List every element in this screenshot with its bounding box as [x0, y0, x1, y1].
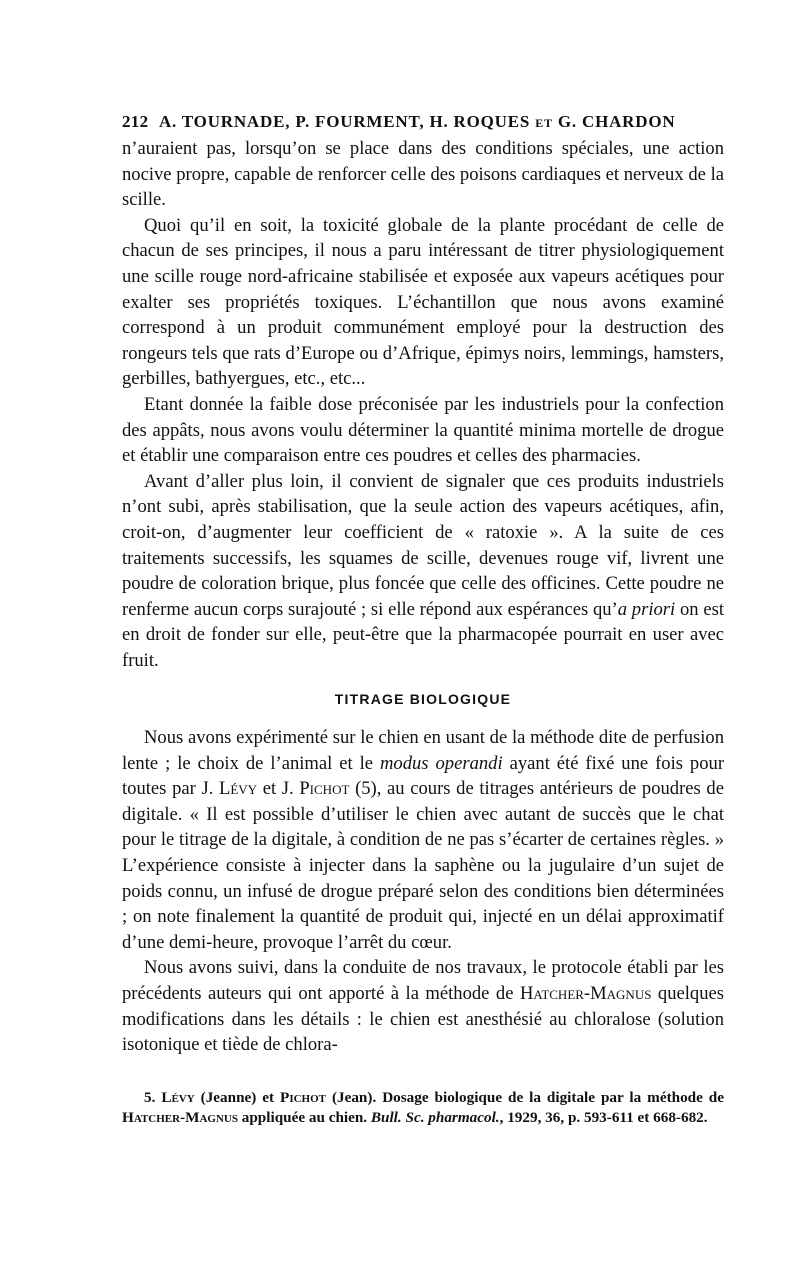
footnote-text-4: , 1929, 36, p. 593-611 et 668-682.: [499, 1108, 708, 1126]
footnote-journal: Bull. Sc. pharmacol.: [370, 1108, 500, 1126]
paragraph-5-text-a: Nous avons expérimenté sur le chien en usant de la méthode dite de perfusion lente ; le choix de l’animal et le: [122, 727, 724, 774]
paragraph-4-italic: a priori: [617, 598, 676, 620]
page: [122, 112, 725, 1126]
body-text: [122, 136, 724, 1058]
footnote: [122, 1088, 724, 1127]
paragraph-6-text-a: Nous avons suivi, dans la conduite de nos travaux, le protocole établi par les précédents auteurs qui ont apporté à la méthode de: [122, 957, 724, 1004]
running-head: [122, 112, 724, 132]
footnote-text-2: (Jean). Dosage biologique de la digitale par la méthode de: [326, 1089, 724, 1106]
footnote-number: 5.: [144, 1089, 162, 1106]
footnote-author-pichot: Pichot: [280, 1089, 326, 1106]
paragraph-5-text-b: ayant été fixé une fois pour toutes par J.: [122, 752, 725, 800]
footnote-text-3: appliquée au chien.: [237, 1108, 371, 1126]
footnote-method: Hatcher-Magnus: [122, 1108, 238, 1126]
paragraph-2: Quoi qu’il en soit, la toxicité globale de la plante procédant de celle de chacun de ses principes, il nous a paru intéressant de titrer physiologiquement une scille rouge nord-africaine stabilisée et exposée aux vapeurs acétiques pour exalter ses propriétés toxiques. L’échantillon que nous avons examiné correspond à un produit communément employé pour la destruction des rongeurs tels que rats d’Europe ou d’Afrique, épimys noirs, lemmings, hamsters, gerbilles, bathyergues, etc., etc...: [122, 214, 724, 390]
running-head-authors: A. TOURNADE, P. FOURMENT, H. ROQUES et G. CHARDON: [158, 112, 676, 131]
paragraph-5-text-d: , au cours de titrages antérieurs de poudres de digitale. « Il est possible d’utiliser le chien avec autant de succès que le chat pour le titrage de la digitale, à condition de ne pas s’écarter de certaines règles. » L’expérience consiste à injecter dans la saphène ou la jugulaire d’un sujet de poids connu, un infusé de drogue préparé selon des conditions bien déterminées ; on note finalement la quantité de produit qui, injecté en un délai approximatif d’une demi-heure, provoque l’arrêt du cœur.: [122, 778, 724, 953]
section-heading: TITRAGE BIOLOGIQUE: [334, 691, 512, 708]
footnote-author-levy: Lévy: [161, 1089, 195, 1106]
author-name-levy: Lévy: [219, 778, 258, 800]
method-name: Hatcher-Magnus: [519, 983, 652, 1004]
page-number: 212: [122, 112, 149, 131]
footnote-text-1: (Jeanne) et: [194, 1089, 281, 1106]
author-name-pichot: Pichot: [299, 778, 350, 800]
paragraph-5-italic: modus operandi: [379, 752, 503, 774]
paragraph-4: [122, 469, 724, 674]
paragraph-1: n’auraient pas, lorsqu’on se place dans des conditions spéciales, une action nocive propre, capable de renforcer celle des poisons cardiaques et nerveux de la scille.: [122, 138, 724, 211]
paragraph-5-text-c: et J.: [257, 778, 300, 800]
footnote-reference: (5): [355, 778, 377, 800]
paragraph-4-text-a: Avant d’aller plus loin, il convient de signaler que ces produits industriels n’ont subi, après stabilisation, que la seule action des vapeurs acétiques, afin, croit-on, d’augmenter leur coefficient de « ratoxie ». A la suite de ces traitements successifs, les squames de scille, devenues rouge vif, livrent une poudre de coloration brique, plus foncée que celle des officines. Cette poudre ne renferme aucun corps surajouté ; si elle répond aux espérances qu’: [122, 470, 724, 620]
paragraph-6: [122, 955, 724, 1057]
paragraph-6-text-b: quelques modifications dans les détails : le chien est anesthésié au chloralose (solution isotonique et tiède de chlora-: [122, 983, 725, 1056]
paragraph-3: Etant donnée la faible dose préconisée par les industriels pour la confection des appâts, nous avons voulu déterminer la quantité minima mortelle de drogue et établir une comparaison entre ces poudres et celles des pharmacies.: [122, 393, 724, 467]
paragraph-4-text-b: on est en droit de fonder sur elle, peut-être que la pharmacopée pourrait en user avec fruit.: [122, 598, 724, 671]
paragraph-5: [122, 725, 724, 955]
